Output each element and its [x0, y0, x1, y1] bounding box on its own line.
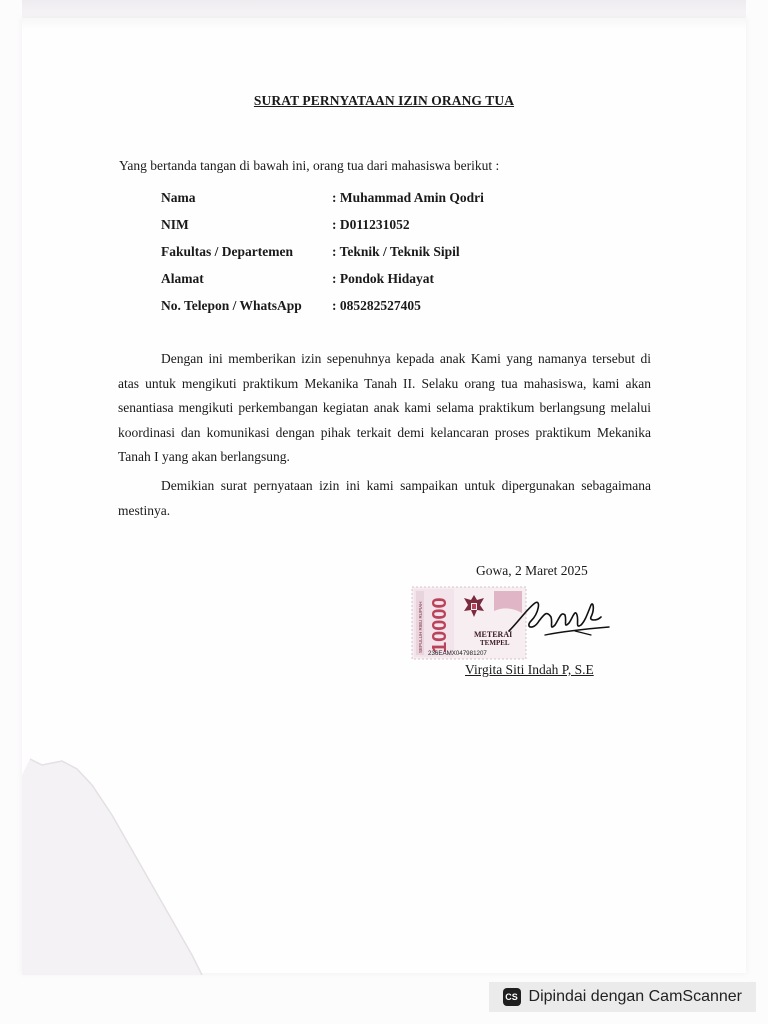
permission-paragraph: Dengan ini memberikan izin sepenuhnya kepada anak Kami yang namanya tersebut di atas untuk mengikuti praktikum Mekanika Tanah II. Selaku orang tua mahasiswa, kami akan senantiasa mengikuti perkembangan kegiatan anak kami selama praktikum berlangsung melalui koordinasi dan komunikasi dengan pihak terkait demi kelancaran proses praktikum Mekanika Tanah I yang akan berlangsung. — [118, 351, 651, 464]
field-value: : Pondok Hidayat — [332, 271, 435, 286]
field-label: Nama — [161, 190, 196, 205]
field-value: : D011231052 — [332, 217, 410, 232]
paper-top-shadow — [22, 0, 746, 30]
handwritten-signature — [505, 591, 615, 641]
field-label: NIM — [161, 217, 189, 232]
signature-block — [405, 583, 625, 673]
field-value: : Muhammad Amin Qodri — [332, 190, 484, 205]
field-label: Fakultas / Departemen — [161, 244, 293, 259]
stamp-side-text: SEPULUH RIBU RUPIAH — [418, 601, 423, 653]
place-date: Gowa, 2 Maret 2025 — [476, 563, 588, 578]
field-value: : Teknik / Teknik Sipil — [332, 244, 460, 259]
field-label: No. Telepon / WhatsApp — [161, 298, 302, 313]
stamp-value: 10000 — [429, 597, 451, 653]
stamp-serial: 236EAMX047981207 — [428, 650, 487, 657]
stamp-label-meterai: METERAI — [474, 630, 513, 639]
stamp-label-tempel: TEMPEL — [480, 639, 510, 647]
signer-name: Virgita Siti Indah P, S.E — [465, 662, 594, 677]
camscanner-label: Dipindai dengan CamScanner — [528, 988, 742, 1005]
camscanner-logo-icon: CS — [503, 988, 521, 1006]
field-value: : 085282527405 — [332, 298, 421, 313]
closing-paragraph: Demikian surat pernyataan izin ini kami sampaikan untuk dipergunakan sebagaimana mestinya. — [118, 478, 651, 518]
document-title: SURAT PERNYATAAN IZIN ORANG TUA — [253, 93, 515, 108]
intro-text: Yang bertanda tangan di bawah ini, orang tua dari mahasiswa berikut : — [119, 158, 500, 173]
paper-torn-edge — [22, 755, 222, 975]
field-label: Alamat — [161, 271, 204, 286]
camscanner-badge — [489, 982, 756, 1012]
